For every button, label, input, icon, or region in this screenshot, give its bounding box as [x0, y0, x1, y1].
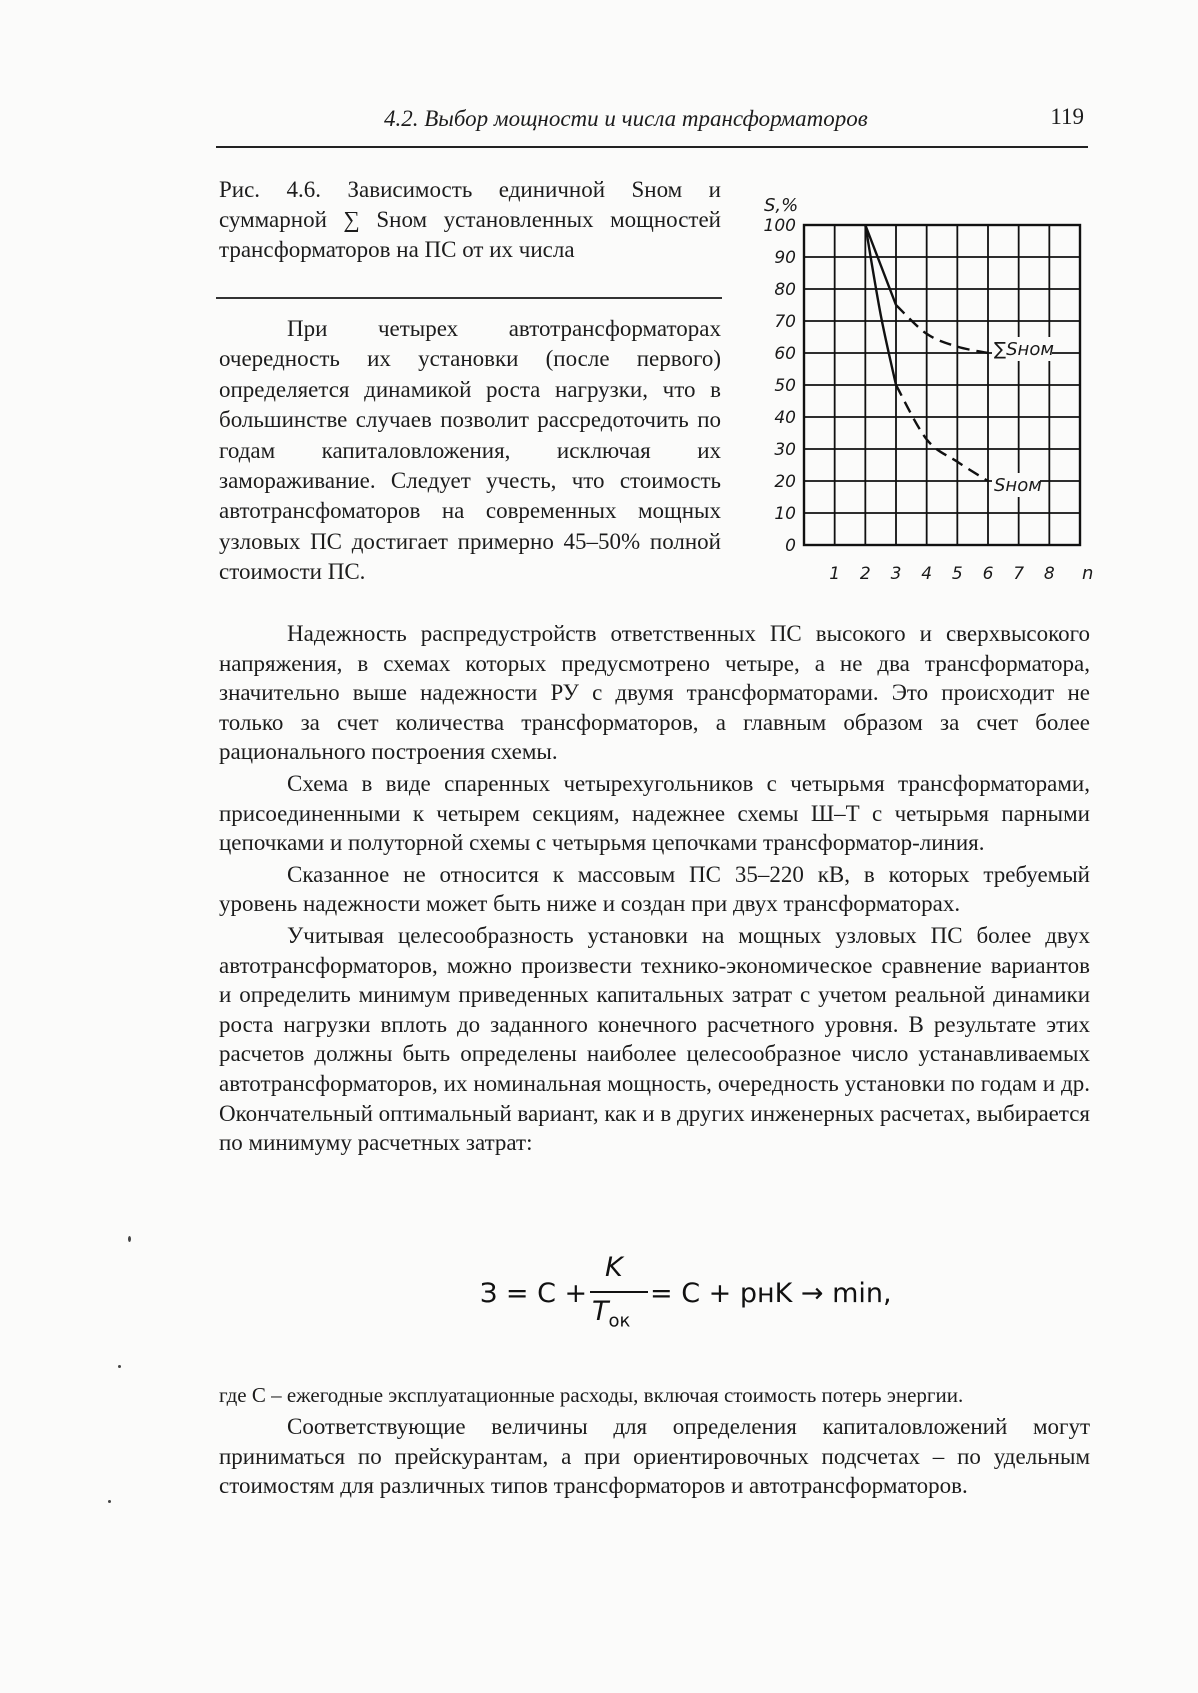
running-title: 4.2. Выбор мощности и числа трансформаторов	[384, 106, 868, 131]
series-label: Sном	[994, 475, 1042, 496]
paragraph-autotransformers: При четырех автотрансформаторах очередность их установки (после первого) определяется динамикой роста нагрузки, что в большинстве случаев позволит рассредоточить по годам капиталовложения, исключая их замораживание. Следует учесть, что стоимость автотрансфоматоров на современных мощных узловых ПС достигает примерно 45–50% полной стоимости ПС.	[219, 316, 721, 585]
y-tick-label: 50	[774, 376, 796, 396]
scan-speck	[118, 1365, 121, 1368]
x-tick-label: 6	[982, 564, 994, 584]
body-text	[219, 619, 1090, 1160]
formula-lhs: З = С +	[480, 1278, 588, 1309]
paragraph-scheme: Схема в виде спаренных четырехугольников с четырьмя трансформаторами, присоединенными к четырем секциям, надежнее схемы Ш–Т с четырьмя парными цепочками и полуторной схемы с четырьмя цепочками трансформатор-линия.	[219, 770, 1090, 856]
series-line-solid	[865, 225, 896, 385]
formula-denominator: $T_{ок}$	[592, 1296, 631, 1332]
y-tick-label: 90	[774, 248, 796, 268]
x-tick-label: 8	[1043, 564, 1055, 584]
y-tick-label: 100	[763, 216, 796, 236]
y-tick-label: 70	[774, 312, 796, 332]
y-tick-label: 20	[774, 472, 796, 492]
series-line-dashed	[896, 305, 988, 353]
y-tick-label: 30	[774, 440, 796, 460]
fraction-bar	[590, 1291, 648, 1293]
x-axis-label: n	[1082, 563, 1094, 584]
x-tick-label: 7	[1013, 564, 1025, 584]
x-tick-label: 5	[951, 564, 963, 584]
x-tick-label: 1	[829, 564, 841, 584]
y-tick-label: 80	[774, 280, 796, 300]
cost-formula	[480, 1252, 940, 1336]
paragraph-mass-substations: Сказанное не относится к массовым ПС 35–220 кВ, в которых требуемый уровень надежности может быть ниже и создан при двух трансформаторах.	[219, 861, 1090, 917]
chart-s-vs-n	[762, 188, 1098, 584]
caption-divider	[216, 297, 722, 299]
series-line-dashed	[896, 385, 988, 481]
x-tick-label: 3	[890, 564, 902, 584]
y-tick-label: 40	[774, 408, 796, 428]
paragraph-reliability: Надежность распредустройств ответственных ПС высокого и сверхвысокого напряжения, в схемах которых предусмотрено четыре, а не два трансформатора, значительно выше надежности РУ с двумя трансформаторами. Это происходит не только за счет количества трансформаторов, а главным образом за счет более рационального построения схемы.	[219, 621, 1090, 765]
formula-explanation: где С – ежегодные эксплуатационные расходы, включая стоимость потерь энергии.	[219, 1383, 964, 1407]
x-tick-label: 4	[921, 564, 933, 584]
paragraph-prices: Соответствующие величины для определения капиталовложений могут приниматься по прейскурантам, а при ориентировочных подсчетах – по удельным стоимостям для различных типов трансформаторов и автотрансформаторов.	[219, 1414, 1090, 1499]
formula-rhs: = С + pнK → min,	[650, 1278, 892, 1309]
body-text-final	[219, 1412, 1090, 1501]
series-label: ∑Sном	[994, 339, 1054, 360]
figure-4-6	[762, 188, 1098, 584]
y-axis-label: S,%	[764, 195, 799, 216]
scan-speck	[108, 1500, 111, 1503]
paragraph-optimization: Учитывая целесообразность установки на мощных узловых ПС более двух автотрансформаторов, можно произвести технико-экономическое сравнение вариантов и определить минимум приведенных капитальных затрат с учетом реальной динамики роста нагрузки вплоть до заданного конечного расчетного уровня. В результате этих расчетов должны быть определены наиболее целесообразное число устанавливаемых автотрансформаторов, их номинальная мощность, очередность установки по годам и др. Окончательный оптимальный вариант, как и в других инженерных расчетах, выбирается по минимуму расчетных затрат:	[219, 922, 1090, 1156]
page-number: 119	[1050, 104, 1084, 129]
y-tick-label: 10	[774, 504, 796, 524]
formula-numerator: K	[605, 1252, 623, 1283]
figure-caption: Рис. 4.6. Зависимость единичной Sном и суммарной ∑ Sном установленных мощностей трансформаторов на ПС от их числа	[219, 177, 721, 262]
scan-speck	[128, 1236, 131, 1242]
series-line-solid	[865, 225, 896, 305]
x-tick-label: 2	[859, 564, 871, 584]
y-tick-label: 60	[774, 344, 796, 364]
page-header	[216, 98, 1088, 148]
y-tick-label: 0	[785, 536, 796, 556]
